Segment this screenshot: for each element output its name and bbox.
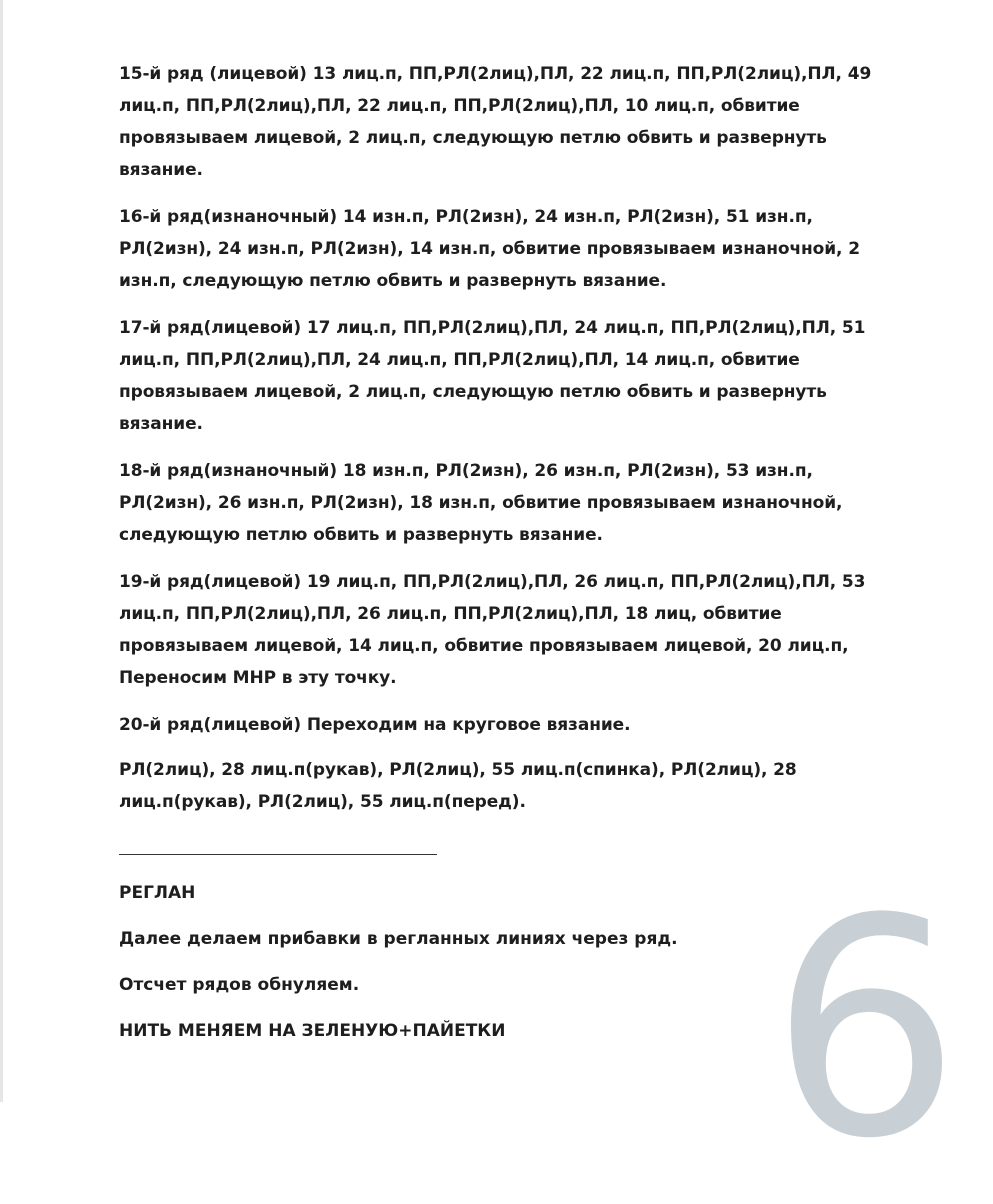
raglan-increase-note: Далее делаем прибавки в регланных линиях через ряд. [119, 929, 678, 949]
row-20-instruction: 20-й ряд(лицевой) Переходим на круговое вязание. [119, 715, 631, 735]
row-19-instruction: 19-й ряд(лицевой) 19 лиц.п, ПП,РЛ(2лиц),ПЛ, 26 лиц.п, ПП,РЛ(2лиц),ПЛ, 53 лиц.п, ПП,РЛ(2лиц),ПЛ, 26 лиц.п, ПП,РЛ(2лиц),ПЛ, 18 лиц, обвитие провязываем лицевой, 14 лиц.п, обвитие провязываем лицевой, 20 лиц.п, Переносим МНР в эту точку. [119, 572, 866, 688]
section-divider [119, 854, 437, 855]
page-edge [0, 0, 3, 1102]
document-body [119, 58, 879, 1061]
section-title-raglan: РЕГЛАН [119, 883, 196, 903]
row-15-instruction: 15-й ряд (лицевой) 13 лиц.п, ПП,РЛ(2лиц),ПЛ, 22 лиц.п, ПП,РЛ(2лиц),ПЛ, 49 лиц.п, ПП,РЛ(2лиц),ПЛ, 22 лиц.п, ПП,РЛ(2лиц),ПЛ, 10 лиц.п, обвитие провязываем лицевой, 2 лиц.п, следующую петлю обвить и развернуть вязание. [119, 64, 872, 180]
row-count-reset-note: Отсчет рядов обнуляем. [119, 975, 360, 995]
yarn-change-note: НИТЬ МЕНЯЕМ НА ЗЕЛЕНУЮ+ПАЙЕТКИ [119, 1021, 506, 1041]
row-18-instruction: 18-й ряд(изнаночный) 18 изн.п, РЛ(2изн), 26 изн.п, РЛ(2изн), 53 изн.п, РЛ(2изн), 26 изн.п, РЛ(2изн), 18 изн.п, обвитие провязываем изнаночной, следующую петлю обвить и развернуть вязание. [119, 461, 843, 545]
page-number: 6 [770, 855, 961, 1204]
row-16-instruction: 16-й ряд(изнаночный) 14 изн.п, РЛ(2изн), 24 изн.п, РЛ(2изн), 51 изн.п, РЛ(2изн), 24 изн.п, РЛ(2изн), 14 изн.п, обвитие провязываем изнаночной, 2 изн.п, следующую петлю обвить и развернуть вязание. [119, 207, 860, 291]
round-sequence: РЛ(2лиц), 28 лиц.п(рукав), РЛ(2лиц), 55 лиц.п(спинка), РЛ(2лиц), 28 лиц.п(рукав), РЛ(2лиц), 55 лиц.п(перед). [119, 760, 797, 812]
row-17-instruction: 17-й ряд(лицевой) 17 лиц.п, ПП,РЛ(2лиц),ПЛ, 24 лиц.п, ПП,РЛ(2лиц),ПЛ, 51 лиц.п, ПП,РЛ(2лиц),ПЛ, 24 лиц.п, ПП,РЛ(2лиц),ПЛ, 14 лиц.п, обвитие провязываем лицевой, 2 лиц.п, следующую петлю обвить и развернуть вязание. [119, 318, 866, 434]
